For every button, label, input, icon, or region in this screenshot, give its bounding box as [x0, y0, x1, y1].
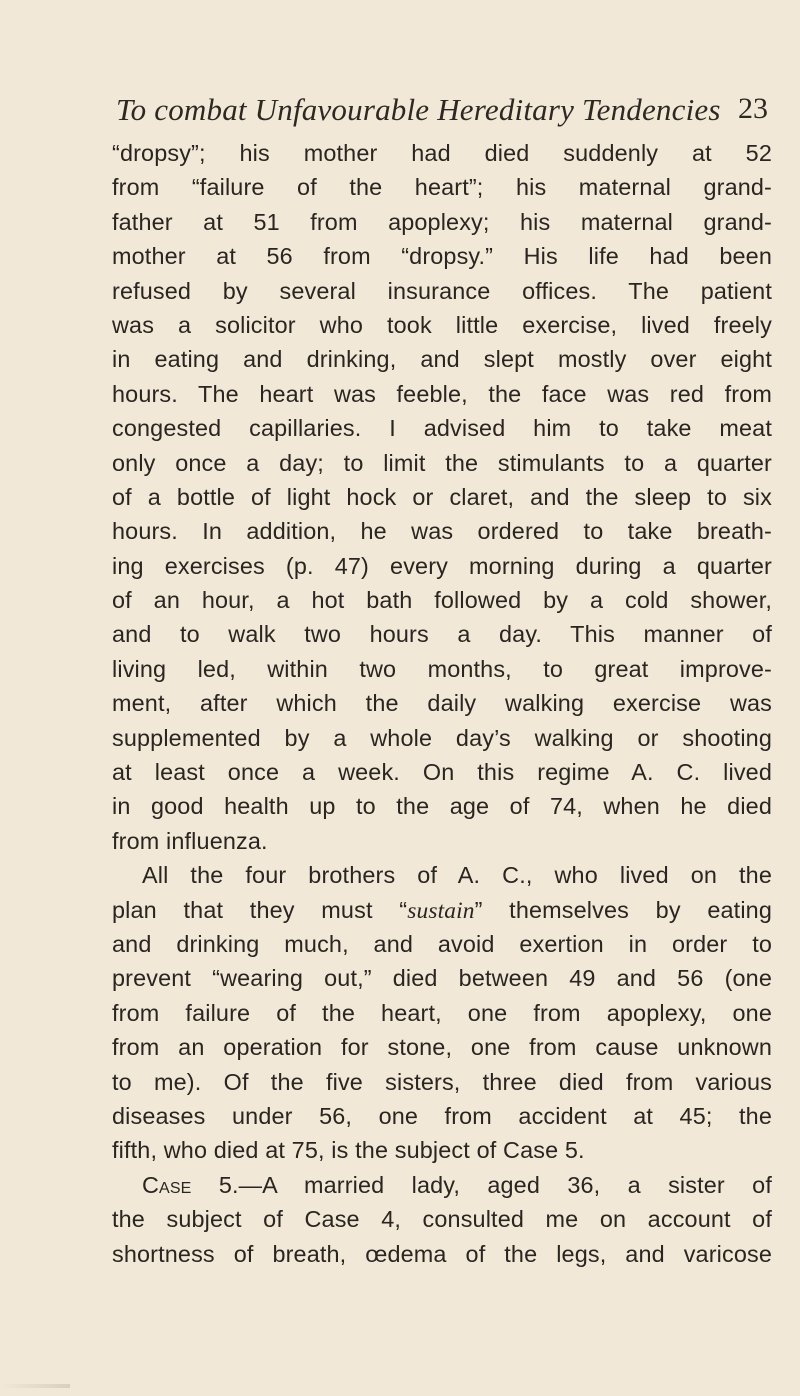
text-line: in good health up to the age of 74, when he died [112, 793, 772, 820]
text-line: supplemented by a whole day’s walking or shooting [112, 724, 772, 751]
text-line: from failure of the heart, one from apoplexy, one [112, 999, 772, 1026]
text-line: and drinking much, and avoid exertion in order to [112, 930, 772, 957]
text-run: plan that they must “ [112, 896, 408, 923]
page-edge-shadow [0, 1384, 70, 1388]
text-line: ing exercises (p. 47) every morning during a quarter [112, 552, 772, 579]
text-line: prevent “wearing out,” died between 49 and 56 (one [112, 965, 772, 992]
case-label: Case 5. [142, 1171, 239, 1198]
text-line-with-emphasis [112, 893, 772, 927]
paragraph-start-line: All the four brothers of A. C., who lived on the [142, 862, 772, 889]
page-number: 23 [738, 92, 768, 125]
text-line: congested capillaries. I advised him to take meat [112, 415, 772, 442]
text-line: from “failure of the heart”; his maternal grand- [112, 174, 772, 201]
running-title: To combat Unfavourable Hereditary Tendencies [116, 92, 721, 127]
text-line: shortness of breath, œdema of the legs, and varicose [112, 1240, 772, 1267]
text-line: only once a day; to limit the stimulants to a quarter [112, 449, 772, 476]
text-line: from an operation for stone, one from cause unknown [112, 1034, 772, 1061]
text-line: mother at 56 from “dropsy.” His life had been [112, 243, 772, 270]
text-line: to me). Of the five sisters, three died from various [112, 1068, 772, 1095]
text-line: fifth, who died at 75, is the subject of Case 5. [112, 1137, 585, 1164]
text-line: refused by several insurance offices. The patient [112, 277, 772, 304]
text-line: hours. The heart was feeble, the face was red from [112, 380, 772, 407]
text-line: of an hour, a hot bath followed by a cold shower, [112, 587, 772, 614]
body-text [112, 136, 772, 1271]
text-line: ment, after which the daily walking exercise was [112, 690, 772, 717]
text-line: and to walk two hours a day. This manner of [112, 621, 772, 648]
text-line: “dropsy”; his mother had died suddenly at 52 [112, 140, 772, 166]
italic-word: sustain [407, 897, 475, 924]
text-line: father at 51 from apoplexy; his maternal grand- [112, 208, 772, 235]
text-line: from influenza. [112, 827, 268, 854]
running-head [112, 92, 768, 132]
text-line: hours. In addition, he was ordered to take breath- [112, 518, 772, 545]
text-line: of a bottle of light hock or claret, and the sleep to six [112, 483, 772, 510]
text-line: diseases under 56, one from accident at 45; the [112, 1102, 772, 1129]
text-line: was a solicitor who took little exercise, lived freely [112, 311, 772, 338]
case-heading-line [112, 1168, 772, 1202]
text-run: —A married lady, aged 36, a sister of [238, 1171, 772, 1198]
text-line: living led, within two months, to great improve- [112, 655, 772, 682]
text-run: ” themselves by eating [474, 896, 772, 923]
text-line: at least once a week. On this regime A. C. lived [112, 759, 772, 786]
text-line: the subject of Case 4, consulted me on account of [112, 1206, 772, 1233]
text-line: in eating and drinking, and slept mostly over eight [112, 346, 772, 373]
